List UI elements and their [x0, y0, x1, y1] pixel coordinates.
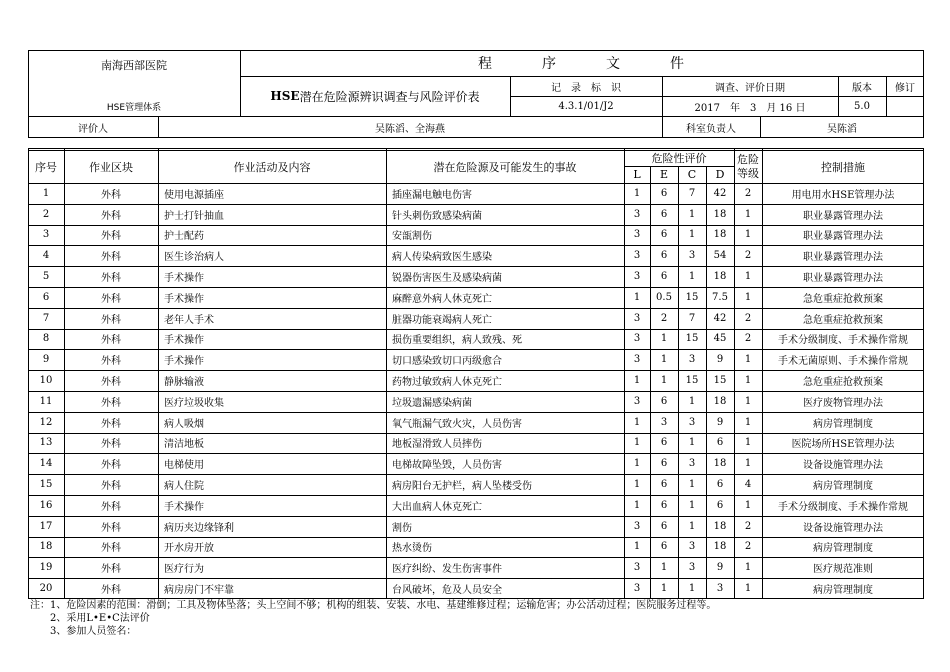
cell-control: 医疗废物管理办法	[803, 397, 883, 409]
cell-level: 1	[744, 583, 752, 595]
col-header-e: E	[659, 168, 669, 181]
evaluator-value: 吴陈滔、全海燕	[375, 123, 445, 135]
cell-level: 1	[744, 229, 752, 241]
cell-hazard: 电梯故障坠毁，人员伤害	[392, 460, 502, 472]
cell-area: 外科	[101, 231, 121, 243]
cell-L: 1	[633, 499, 641, 511]
cell-C: 15	[685, 291, 699, 303]
col-header-control: 控制措施	[821, 160, 865, 174]
cell-C: 1	[688, 229, 696, 241]
col-header-hazard: 潜在危险源及可能发生的事故	[433, 160, 577, 174]
cell-activity: 手术操作	[164, 335, 204, 347]
cell-hazard: 台风破坏，危及人员安全	[392, 585, 502, 597]
cell-no: 12	[39, 416, 53, 428]
cell-no: 3	[42, 229, 50, 241]
cell-C: 1	[688, 520, 696, 532]
cell-hazard: 割伤	[392, 522, 412, 534]
system-name: HSE管理体系	[106, 102, 162, 113]
cell-level: 2	[744, 250, 752, 262]
cell-E: 0.5	[656, 291, 672, 303]
cell-D: 6	[716, 479, 724, 491]
cell-E: 6	[660, 229, 668, 241]
cell-hazard: 病房阳台无护栏，病人坠楼受伤	[392, 481, 532, 493]
cell-E: 6	[660, 499, 668, 511]
cell-D: 6	[716, 437, 724, 449]
cell-level: 2	[744, 312, 752, 324]
cell-D: 3	[716, 583, 724, 595]
cell-L: 1	[633, 437, 641, 449]
cell-area: 外科	[101, 439, 121, 451]
cell-D: 54	[713, 250, 727, 262]
cell-E: 6	[660, 208, 668, 220]
cell-D: 9	[716, 562, 724, 574]
cell-control: 职业暴露管理办法	[803, 210, 883, 222]
cell-D: 18	[713, 271, 727, 283]
cell-L: 1	[633, 416, 641, 428]
cell-C: 1	[688, 437, 696, 449]
col-header-activity: 作业活动及内容	[233, 160, 311, 174]
version-label: 版本	[852, 82, 872, 94]
cell-hazard: 氧气瓶漏气致火灾，人员伤害	[392, 418, 522, 430]
cell-activity: 开水房开放	[164, 543, 214, 555]
cell-hazard: 安瓿割伤	[392, 231, 432, 243]
cell-area: 外科	[101, 356, 121, 368]
cell-C: 3	[688, 354, 696, 366]
cell-level: 2	[744, 187, 752, 199]
col-header-level: 危险等级	[737, 152, 759, 180]
cell-activity: 手术操作	[164, 293, 204, 305]
cell-area: 外科	[101, 335, 121, 347]
cell-control: 设备设施管理办法	[803, 460, 883, 472]
cell-C: 3	[688, 250, 696, 262]
cell-control: 用电用水HSE管理办法	[791, 189, 895, 201]
cell-no: 15	[39, 479, 53, 491]
cell-L: 1	[633, 187, 641, 199]
revision-label: 修订	[895, 82, 915, 94]
cell-area: 外科	[101, 481, 121, 493]
cell-area: 外科	[101, 543, 121, 555]
cell-hazard: 损伤重要组织，病人致残、死	[392, 335, 522, 347]
cell-no: 6	[42, 291, 50, 303]
cell-hazard: 大出血病人休克死亡	[392, 501, 482, 513]
col-header-c: C	[687, 168, 697, 181]
cell-D: 9	[716, 354, 724, 366]
cell-level: 1	[744, 416, 752, 428]
cell-no: 1	[42, 187, 50, 199]
cell-C: 1	[688, 499, 696, 511]
cell-E: 2	[660, 312, 668, 324]
cell-level: 2	[744, 333, 752, 345]
cell-L: 3	[633, 229, 641, 241]
org-name: 南海西部医院	[101, 59, 167, 72]
cell-level: 4	[744, 479, 752, 491]
cell-E: 6	[660, 479, 668, 491]
cell-E: 1	[660, 333, 668, 345]
cell-level: 1	[744, 562, 752, 574]
cell-E: 1	[660, 354, 668, 366]
cell-E: 3	[660, 416, 668, 428]
cell-D: 18	[713, 520, 727, 532]
cell-D: 18	[713, 458, 727, 470]
cell-D: 18	[713, 395, 727, 407]
cell-hazard: 地板湿滑致人员摔伤	[392, 439, 482, 451]
cell-E: 6	[660, 541, 668, 553]
cell-L: 3	[633, 354, 641, 366]
cell-hazard: 切口感染致切口丙级愈合	[392, 356, 502, 368]
cell-L: 1	[633, 479, 641, 491]
cell-hazard: 垃圾遗漏感染病菌	[392, 397, 472, 409]
form-title	[240, 76, 510, 116]
cell-no: 14	[39, 458, 53, 470]
cell-L: 1	[633, 541, 641, 553]
cell-activity: 医疗行为	[164, 564, 204, 576]
cell-hazard: 针头刺伤致感染病菌	[392, 210, 482, 222]
cell-no: 10	[39, 375, 53, 387]
cell-hazard: 脏器功能衰竭病人死亡	[392, 314, 492, 326]
cell-C: 3	[688, 541, 696, 553]
cell-D: 42	[713, 187, 727, 199]
cell-level: 1	[744, 437, 752, 449]
cell-area: 外科	[101, 564, 121, 576]
doc-type: 程 序 文 件	[478, 56, 686, 72]
cell-hazard: 热水烫伤	[392, 543, 432, 555]
cell-hazard: 病人传染病致医生感染	[392, 252, 492, 264]
cell-C: 3	[688, 458, 696, 470]
cell-area: 外科	[101, 418, 121, 430]
cell-control: 急危重症抢救预案	[803, 293, 883, 305]
cell-no: 5	[42, 271, 50, 283]
cell-area: 外科	[101, 377, 121, 389]
cell-area: 外科	[101, 293, 121, 305]
cell-activity: 护士配药	[164, 231, 204, 243]
cell-no: 8	[42, 333, 50, 345]
cell-control: 职业暴露管理办法	[803, 252, 883, 264]
cell-activity: 医生诊治病人	[164, 252, 224, 264]
cell-C: 3	[688, 416, 696, 428]
date-value: 2017 年 3 月 16 日	[694, 102, 806, 114]
cell-level: 1	[744, 271, 752, 283]
cell-E: 1	[660, 375, 668, 387]
cell-E: 6	[660, 437, 668, 449]
evaluator-label: 评价人	[78, 123, 108, 135]
cell-hazard: 插座漏电触电伤害	[392, 189, 472, 201]
cell-control: 手术无菌原则、手术操作常规	[778, 356, 908, 368]
cell-activity: 老年人手术	[164, 314, 214, 326]
cell-activity: 使用电源插座	[164, 189, 224, 201]
cell-area: 外科	[101, 585, 121, 597]
cell-L: 1	[633, 375, 641, 387]
col-header-area: 作业区块	[89, 160, 133, 174]
cell-hazard: 医疗纠纷、发生伤害事件	[392, 564, 502, 576]
cell-no: 16	[39, 499, 53, 511]
cell-no: 7	[42, 312, 50, 324]
cell-D: 18	[713, 541, 727, 553]
cell-E: 6	[660, 187, 668, 199]
cell-no: 19	[39, 562, 53, 574]
cell-area: 外科	[101, 397, 121, 409]
cell-D: 7.5	[712, 291, 728, 303]
cell-control: 病房管理制度	[813, 585, 873, 597]
cell-level: 1	[744, 354, 752, 366]
dept-head-label: 科室负责人	[686, 123, 736, 135]
version-value: 5.0	[854, 100, 870, 112]
cell-L: 3	[633, 250, 641, 262]
cell-E: 1	[660, 562, 668, 574]
cell-activity: 手术操作	[164, 501, 204, 513]
col-header-eval: 危险性评价	[651, 152, 707, 165]
cell-C: 1	[688, 395, 696, 407]
cell-activity: 电梯使用	[164, 460, 204, 472]
cell-control: 医疗规范准则	[813, 564, 873, 576]
cell-E: 6	[660, 520, 668, 532]
cell-C: 7	[688, 312, 696, 324]
col-header-d: D	[715, 168, 725, 181]
cell-no: 13	[39, 437, 53, 449]
cell-hazard: 药物过敏致病人休克死亡	[392, 377, 502, 389]
cell-activity: 病人住院	[164, 481, 204, 493]
cell-level: 1	[744, 291, 752, 303]
form-title-rest: 潜在危险源辨识调查与风险评价表	[299, 89, 480, 104]
cell-area: 外科	[101, 252, 121, 264]
cell-level: 1	[744, 375, 752, 387]
cell-area: 外科	[101, 501, 121, 513]
cell-no: 9	[42, 354, 50, 366]
cell-C: 1	[688, 271, 696, 283]
cell-E: 1	[660, 583, 668, 595]
cell-E: 6	[660, 250, 668, 262]
cell-D: 9	[716, 416, 724, 428]
cell-no: 4	[42, 250, 50, 262]
cell-L: 3	[633, 583, 641, 595]
cell-area: 外科	[101, 210, 121, 222]
cell-control: 医院场所HSE管理办法	[791, 439, 895, 451]
cell-activity: 清洁地板	[164, 439, 204, 451]
date-label: 调查、评价日期	[715, 82, 785, 94]
cell-C: 1	[688, 208, 696, 220]
cell-L: 3	[633, 333, 641, 345]
dept-head-value: 吴陈滔	[827, 123, 857, 135]
cell-L: 3	[633, 395, 641, 407]
cell-level: 1	[744, 208, 752, 220]
cell-activity: 病房房门不牢靠	[164, 585, 234, 597]
cell-control: 急危重症抢救预案	[803, 377, 883, 389]
cell-D: 18	[713, 208, 727, 220]
cell-E: 6	[660, 458, 668, 470]
col-header-no: 序号	[35, 160, 57, 174]
cell-control: 病房管理制度	[813, 418, 873, 430]
record-value: 4.3.1/01/J2	[558, 100, 614, 112]
cell-control: 病房管理制度	[813, 543, 873, 555]
cell-no: 11	[39, 395, 53, 407]
cell-level: 2	[744, 520, 752, 532]
cell-C: 15	[685, 333, 699, 345]
cell-level: 1	[744, 458, 752, 470]
cell-C: 3	[688, 562, 696, 574]
cell-no: 20	[39, 583, 53, 595]
note-2: 2、采用L•E•C法评价	[30, 613, 150, 624]
cell-L: 3	[633, 562, 641, 574]
cell-area: 外科	[101, 189, 121, 201]
cell-area: 外科	[101, 273, 121, 285]
note-3: 3、参加人员签名：	[30, 626, 137, 637]
cell-hazard: 麻醉意外病人休克死亡	[392, 293, 492, 305]
cell-no: 17	[39, 520, 53, 532]
cell-D: 6	[716, 499, 724, 511]
cell-activity: 护士打针抽血	[164, 210, 224, 222]
cell-L: 1	[633, 291, 641, 303]
cell-C: 1	[688, 479, 696, 491]
cell-activity: 病历夹边缘锋利	[164, 522, 234, 534]
cell-control: 病房管理制度	[813, 481, 873, 493]
cell-activity: 手术操作	[164, 356, 204, 368]
cell-area: 外科	[101, 522, 121, 534]
cell-C: 7	[688, 187, 696, 199]
cell-C: 1	[688, 583, 696, 595]
cell-level: 2	[744, 541, 752, 553]
cell-control: 职业暴露管理办法	[803, 273, 883, 285]
cell-control: 职业暴露管理办法	[803, 231, 883, 243]
cell-L: 3	[633, 271, 641, 283]
cell-activity: 病人吸烟	[164, 418, 204, 430]
record-label: 记 录 标 识	[551, 82, 621, 94]
cell-control: 手术分级制度、手术操作常规	[778, 501, 908, 513]
cell-activity: 医疗垃圾收集	[164, 397, 224, 409]
cell-L: 3	[633, 312, 641, 324]
cell-L: 3	[633, 208, 641, 220]
cell-no: 18	[39, 541, 53, 553]
cell-D: 15	[713, 375, 727, 387]
revision-value	[886, 96, 924, 116]
cell-area: 外科	[101, 460, 121, 472]
cell-hazard: 锐器伤害医生及感染病菌	[392, 273, 502, 285]
cell-level: 1	[744, 499, 752, 511]
note-1: 注：1、危险因素的范围：滑倒；工具及物体坠落；头上空间不够；机构的组装、安装、水电、基建维修过程；运输危害；办公活动过程；医院服务过程等。	[30, 600, 717, 611]
cell-L: 3	[633, 520, 641, 532]
cell-level: 1	[744, 395, 752, 407]
cell-no: 2	[42, 208, 50, 220]
cell-E: 6	[660, 395, 668, 407]
cell-D: 18	[713, 229, 727, 241]
cell-activity: 静脉输液	[164, 377, 204, 389]
cell-D: 45	[713, 333, 727, 345]
cell-area: 外科	[101, 314, 121, 326]
col-header-l: L	[633, 168, 641, 181]
form-title-prefix: HSE	[270, 89, 300, 103]
cell-C: 15	[685, 375, 699, 387]
cell-activity: 手术操作	[164, 273, 204, 285]
cell-E: 6	[660, 271, 668, 283]
cell-L: 1	[633, 458, 641, 470]
cell-control: 急危重症抢救预案	[803, 314, 883, 326]
cell-D: 42	[713, 312, 727, 324]
cell-control: 手术分级制度、手术操作常规	[778, 335, 908, 347]
cell-control: 设备设施管理办法	[803, 522, 883, 534]
